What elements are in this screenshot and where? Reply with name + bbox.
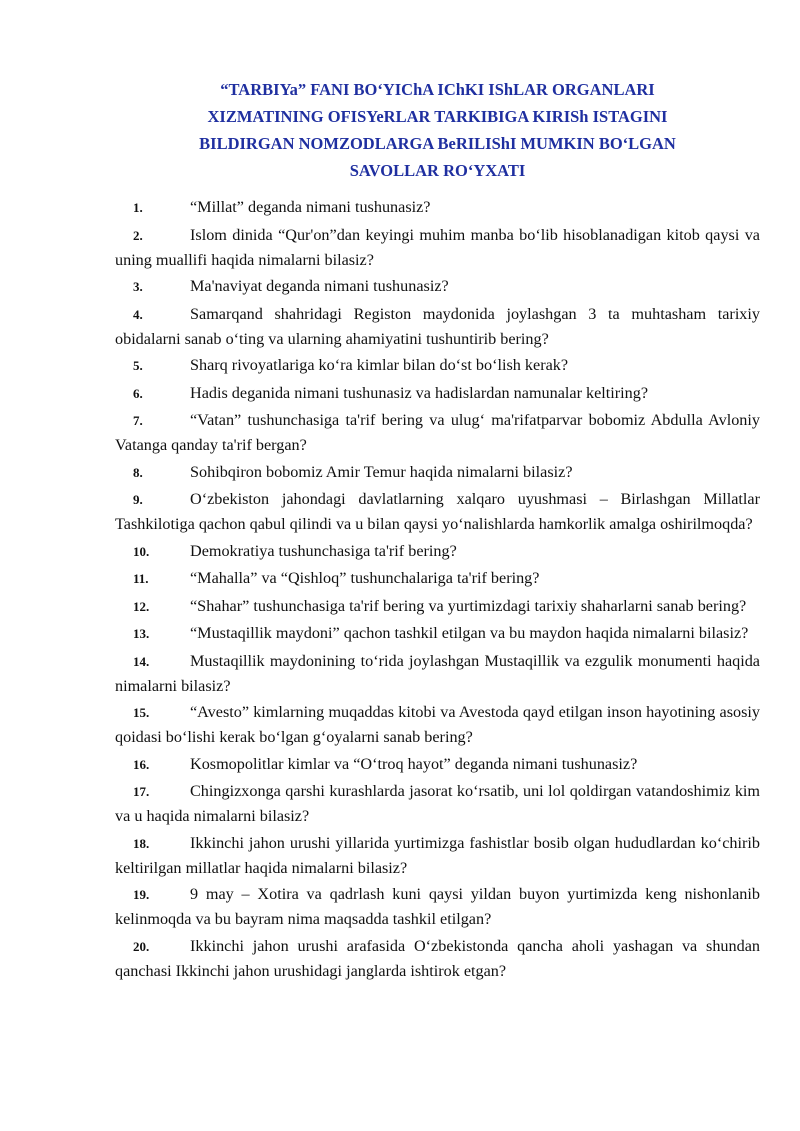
question-item	[115, 594, 760, 619]
question-text: Islom dinida “Qur'on”dan keyingi muhim manba bo‘lib hisoblanadigan kitob qaysi va uning muallifi haqida nimalarni bilasiz?	[115, 225, 760, 269]
question-number: 5.	[133, 358, 143, 373]
question-text: Chingizxonga qarshi kurashlarda jasorat ko‘rsatib, uni lol qoldirgan vatandoshimiz kim va u haqida nimalarni bilasiz?	[115, 782, 760, 825]
question-number: 11.	[133, 571, 149, 586]
question-text: O‘zbekiston jahondagi davlatlarning xalqaro uyushmasi – Birlashgan Millatlar Tashkilotiga qachon qabul qilindi va u bilan qaysi yo‘nalishlarda hamkorlik amalga oshirilmoqda?	[115, 490, 760, 533]
page-title	[115, 76, 760, 184]
question-number: 3.	[133, 279, 143, 294]
question-number: 19.	[133, 887, 150, 902]
question-text: Sohibqiron bobomiz Amir Temur haqida nimalarni bilasiz?	[190, 462, 573, 481]
question-item	[115, 408, 760, 457]
question-number: 14.	[133, 653, 150, 669]
question-text: “Mahalla” va “Qishloq” tushunchalariga ta'rif bering?	[190, 569, 540, 587]
question-number: 2.	[133, 227, 143, 243]
question-number: 8.	[133, 464, 143, 480]
question-number: 6.	[133, 385, 143, 401]
question-text: Demokratiya tushunchasiga ta'rif bering?	[190, 541, 457, 560]
question-item	[115, 882, 760, 931]
question-number: 18.	[133, 835, 150, 851]
question-text: Samarqand shahridagi Registon maydonida joylashgan 3 ta muhtasham tarixiy obidalarni sanab o‘ting va ularning ahamiyatini tushuntirib bering?	[115, 304, 760, 348]
title-line-3: BILDIRGAN NOMZODLARGA BeRILIShI MUMKIN BO‘LGAN	[199, 134, 676, 153]
question-number: 16.	[133, 756, 150, 772]
question-number: 17.	[133, 784, 150, 799]
question-item	[115, 752, 760, 777]
question-item	[115, 700, 760, 749]
question-text: 9 may – Xotira va qadrlash kuni qaysi yildan buyon yurtimizda keng nishonlanib kelinmoqda va bu bayram nima maqsadda tashkil etilgan?	[115, 885, 760, 928]
title-line-4: SAVOLLAR RO‘YXATI	[349, 161, 526, 180]
question-text: Ikkinchi jahon urushi arafasida O‘zbekistonda qancha aholi yashagan va shundan qanchasi Ikkinchi jahon urushidagi janglarda ishtirok etgan?	[115, 936, 760, 980]
question-item	[115, 539, 760, 564]
question-text: Hadis deganida nimani tushunasiz va hadislardan namunalar keltiring?	[190, 383, 649, 402]
question-number: 10.	[133, 543, 150, 559]
question-text: “Millat” deganda nimani tushunasiz?	[190, 198, 431, 216]
question-item	[115, 302, 760, 351]
question-number: 7.	[133, 413, 143, 428]
question-text: Sharq rivoyatlariga ko‘ra kimlar bilan do‘st bo‘lish kerak?	[190, 356, 569, 374]
question-text: “Vatan” tushunchasiga ta'rif bering va ulug‘ ma'rifatparvar bobomiz Abdulla Avloniy Vatanga qanday ta'rif bergan?	[115, 411, 760, 454]
question-number: 12.	[133, 598, 150, 614]
question-number: 20.	[133, 938, 150, 954]
question-item	[115, 223, 760, 272]
question-item	[115, 934, 760, 983]
question-text: Ma'naviyat deganda nimani tushunasiz?	[190, 277, 449, 295]
title-line-1: “TARBIYa” FANI BO‘YIChA IChKI IShLAR ORGANLARI	[220, 80, 655, 99]
question-number: 4.	[133, 306, 143, 322]
question-item	[115, 487, 760, 536]
question-item	[115, 831, 760, 880]
question-item	[115, 779, 760, 828]
question-text: “Shahar” tushunchasiga ta'rif bering va yurtimizdagi tarixiy shaharlarni sanab bering?	[190, 596, 747, 615]
question-number: 1.	[133, 200, 143, 215]
question-text: Kosmopolitlar kimlar va “O‘troq hayot” deganda nimani tushunasiz?	[190, 754, 638, 773]
question-item	[115, 621, 760, 646]
question-item	[115, 353, 760, 378]
question-text: “Avesto” kimlarning muqaddas kitobi va Avestoda qayd etilgan inson hayotining asosiy qoidasi bo‘lishi kerak bo‘lgan g‘oyalarni sanab bering?	[115, 703, 760, 746]
question-number: 9.	[133, 492, 143, 507]
question-item	[115, 195, 760, 220]
question-text: Ikkinchi jahon urushi yillarida yurtimizga fashistlar bosib olgan hududlardan ko‘chirib keltirilgan millatlar haqida nimalarni bilasiz?	[115, 833, 760, 877]
question-item	[115, 460, 760, 485]
question-text: “Mustaqillik maydoni” qachon tashkil etilgan va bu maydon haqida nimalarni bilasiz?	[190, 624, 749, 642]
question-text: Mustaqillik maydonining to‘rida joylashgan Mustaqillik va ezgulik monumenti haqida nimalarni bilasiz?	[115, 651, 760, 695]
question-item	[115, 381, 760, 406]
question-item	[115, 566, 760, 591]
question-item	[115, 274, 760, 299]
question-list	[115, 195, 760, 985]
question-item	[115, 649, 760, 698]
question-number: 15.	[133, 705, 150, 720]
question-number: 13.	[133, 626, 150, 641]
title-line-2: XIZMATINING OFISYeRLAR TARKIBIGA KIRISh ISTAGINI	[207, 107, 668, 126]
